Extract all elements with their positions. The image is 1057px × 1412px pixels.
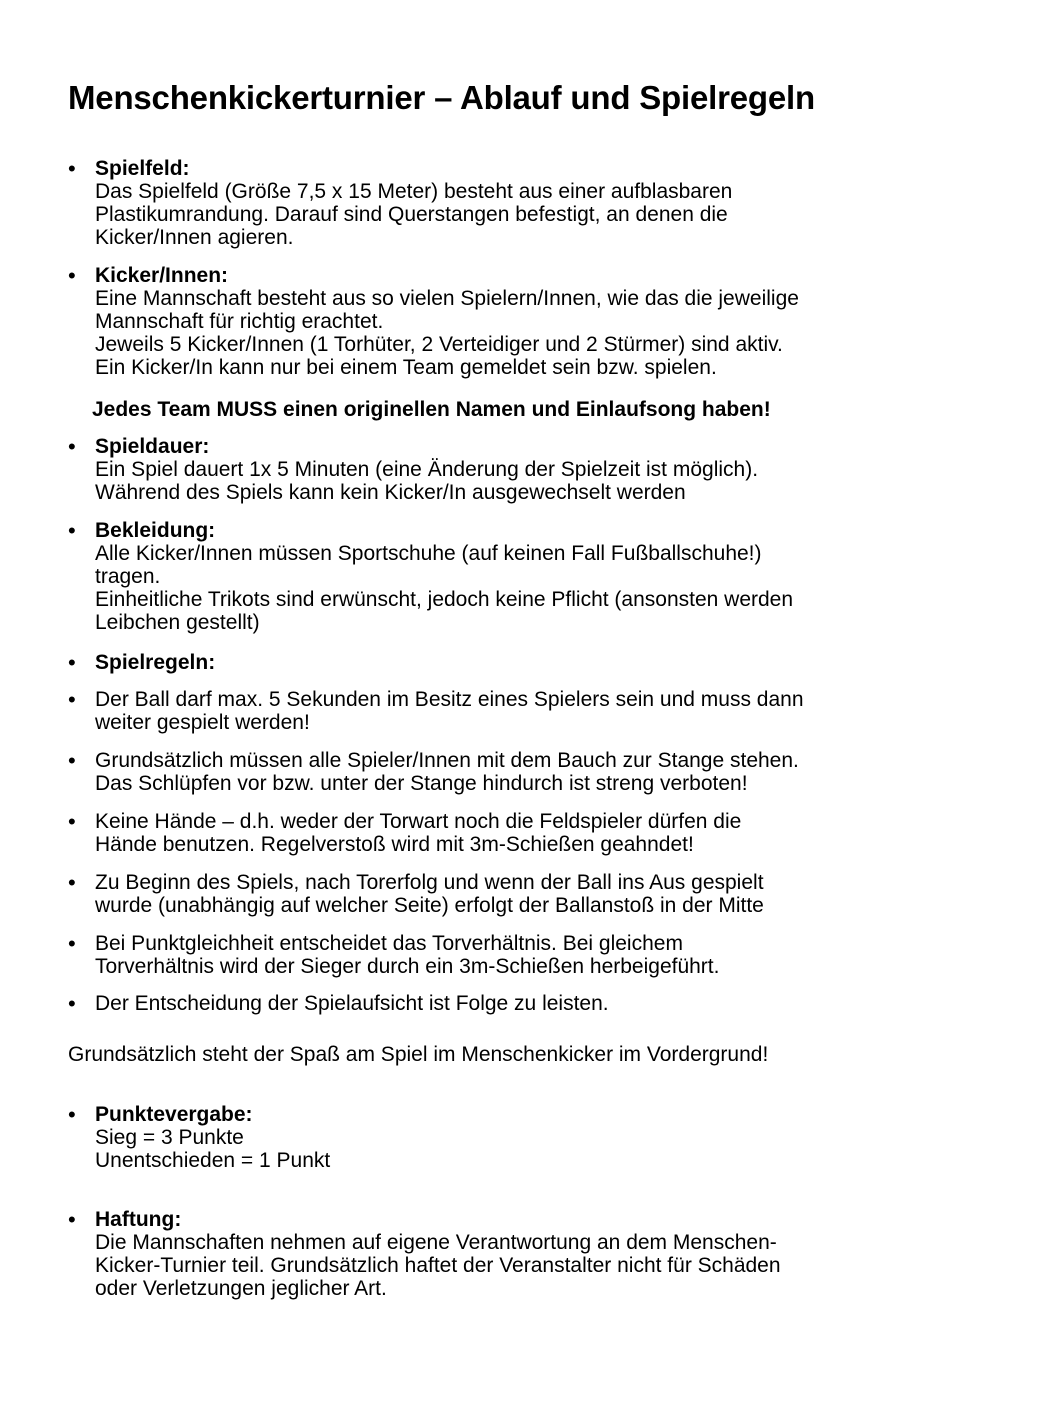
team-note: Jedes Team MUSS einen originellen Namen und Einlaufsong haben! (92, 398, 771, 421)
section-line: Ein Spiel dauert 1x 5 Minuten (eine Änderung der Spielzeit ist möglich). (95, 458, 759, 481)
section-heading: Kicker/Innen: (95, 264, 229, 287)
bullet: • (68, 1102, 76, 1127)
section-heading: Spieldauer: (95, 435, 210, 458)
page-title: Menschenkickerturnier – Ablauf und Spielregeln (68, 79, 815, 116)
rule-line: Der Entscheidung der Spielaufsicht ist Folge zu leisten. (95, 992, 609, 1015)
rule-line: Keine Hände – d.h. weder der Torwart noch die Feldspieler dürfen die (95, 810, 742, 833)
section-line: Jeweils 5 Kicker/Innen (1 Torhüter, 2 Verteidiger und 2 Stürmer) sind aktiv. (95, 333, 783, 356)
closing-note: Grundsätzlich steht der Spaß am Spiel im Menschenkicker im Vordergrund! (68, 1043, 769, 1066)
section-line: Einheitliche Trikots sind erwünscht, jedoch keine Pflicht (ansonsten werden (95, 588, 794, 611)
bullet: • (68, 931, 76, 956)
rule-line: Hände benutzen. Regelverstoß wird mit 3m-Schießen geahndet! (95, 833, 694, 856)
section-line: Ein Kicker/In kann nur bei einem Team gemeldet sein bzw. spielen. (95, 356, 717, 379)
bullet: • (68, 809, 76, 834)
bullet: • (68, 1207, 76, 1232)
section-line: Während des Spiels kann kein Kicker/In ausgewechselt werden (95, 481, 686, 504)
section-line: oder Verletzungen jeglicher Art. (95, 1277, 387, 1300)
section-line: Sieg = 3 Punkte (95, 1126, 244, 1149)
bullet: • (68, 870, 76, 895)
section-line: Leibchen gestellt) (95, 611, 260, 634)
bullet: • (68, 263, 76, 288)
bullet: • (68, 518, 76, 543)
bullet: • (68, 434, 76, 459)
section-heading: Spielfeld: (95, 157, 190, 180)
bullet: • (68, 991, 76, 1016)
section-line: Mannschaft für richtig erachtet. (95, 310, 384, 333)
rule-line: Zu Beginn des Spiels, nach Torerfolg und wenn der Ball ins Aus gespielt (95, 871, 764, 894)
section-line: Die Mannschaften nehmen auf eigene Verantwortung an dem Menschen- (95, 1231, 777, 1254)
bullet: • (68, 687, 76, 712)
bullet: • (68, 748, 76, 773)
rule-line: Das Schlüpfen vor bzw. unter der Stange hindurch ist streng verboten! (95, 772, 748, 795)
rule-line: Bei Punktgleichheit entscheidet das Torverhältnis. Bei gleichem (95, 932, 683, 955)
section-line: Eine Mannschaft besteht aus so vielen Spielern/Innen, wie das die jeweilige (95, 287, 799, 310)
section-line: Das Spielfeld (Größe 7,5 x 15 Meter) besteht aus einer aufblasbaren (95, 180, 733, 203)
section-line: Kicker-Turnier teil. Grundsätzlich haftet der Veranstalter nicht für Schäden (95, 1254, 781, 1277)
rule-line: Grundsätzlich müssen alle Spieler/Innen mit dem Bauch zur Stange stehen. (95, 749, 799, 772)
section-heading: Haftung: (95, 1208, 182, 1231)
rule-line: wurde (unabhängig auf welcher Seite) erfolgt der Ballanstoß in der Mitte (95, 894, 764, 917)
section-heading: Punktevergabe: (95, 1103, 253, 1126)
section-line: Alle Kicker/Innen müssen Sportschuhe (auf keinen Fall Fußballschuhe!) (95, 542, 762, 565)
section-line: Unentschieden = 1 Punkt (95, 1149, 331, 1172)
bullet: • (68, 156, 76, 181)
section-line: tragen. (95, 565, 161, 588)
section-line: Kicker/Innen agieren. (95, 226, 294, 249)
section-heading: Spielregeln: (95, 651, 216, 674)
rule-line: Der Ball darf max. 5 Sekunden im Besitz eines Spielers sein und muss dann (95, 688, 804, 711)
section-heading: Bekleidung: (95, 519, 216, 542)
rule-line: Torverhältnis wird der Sieger durch ein 3m-Schießen herbeigeführt. (95, 955, 720, 978)
rule-line: weiter gespielt werden! (95, 711, 310, 734)
bullet: • (68, 650, 76, 675)
section-line: Plastikumrandung. Darauf sind Querstangen befestigt, an denen die (95, 203, 728, 226)
